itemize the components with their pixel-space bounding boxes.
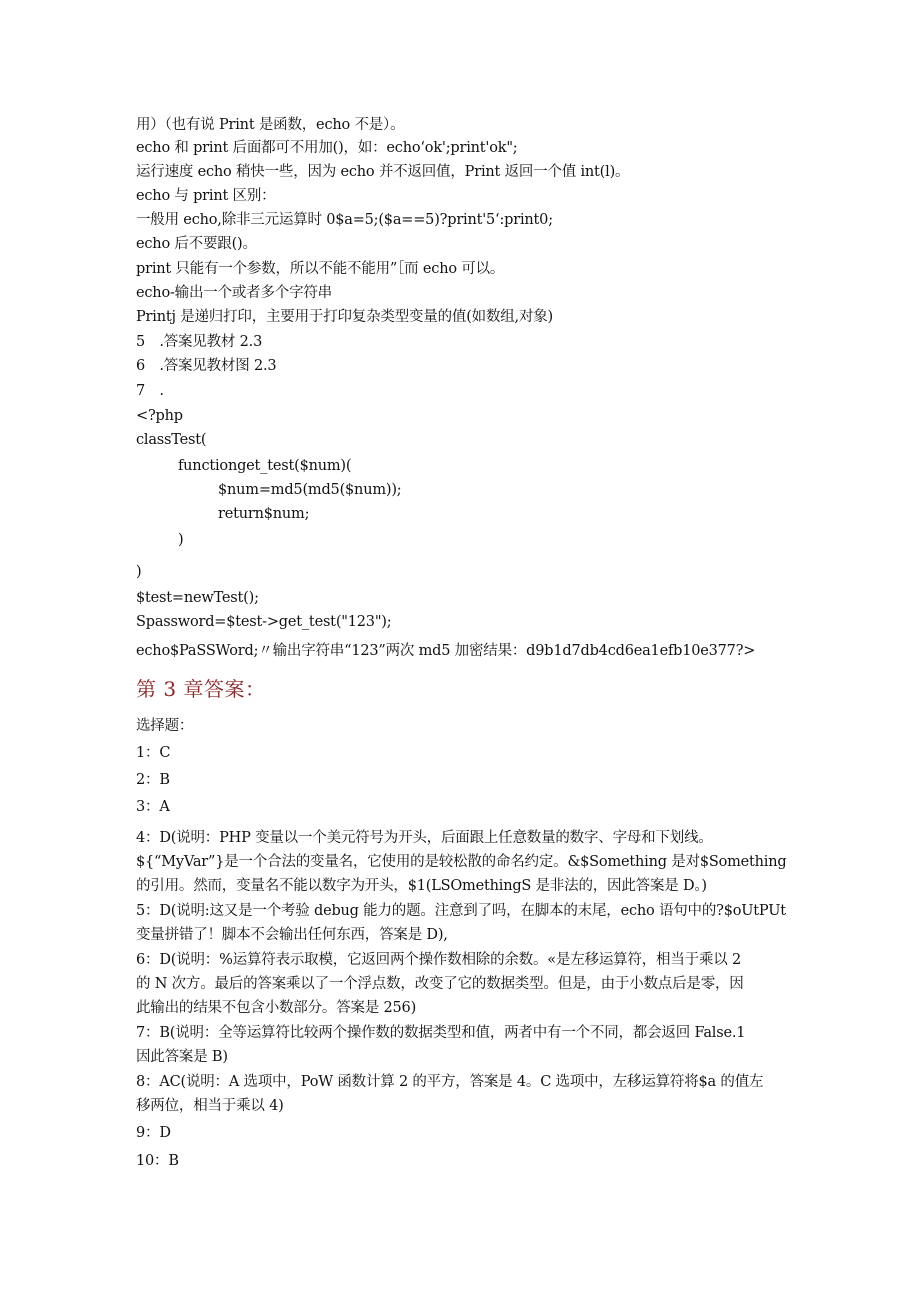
answer-line: 4：D(说明：PHP 变量以一个美元符号为开头，后面跟上任意数量的数字、字母和下划线。 (136, 830, 713, 846)
code-line: echo$PaSSWord;〃输出字符串“123”两次 md5 加密结果：d9b1d7db4cd6ea1efb10e377?> (136, 643, 756, 659)
answer-line: 1：C (136, 745, 171, 761)
text-line: echo 与 print 区别： (136, 188, 276, 204)
answer-line: 9：D (136, 1125, 171, 1141)
answer-line: 7：B(说明：全等运算符比较两个操作数的数据类型和值，两者中有一个不同，都会返回 False.1 (136, 1025, 746, 1041)
code-line: return$num; (218, 506, 310, 522)
code-line: functionget_test($num)( (178, 458, 352, 474)
answer-line: 变量拼错了！脚本不会输出任何东西，答案是 D), (136, 927, 448, 943)
text-line: 6 .答案见教材图 2.3 (136, 358, 277, 374)
text-line: 一般用 echo,除非三元运算时 0$a=5;($a==5)?print'5‘:print0; (136, 212, 553, 228)
code-line: <?php (136, 408, 183, 424)
text-line: print 只能有一个参数，所以不能不能用”［而 echo 可以。 (136, 261, 505, 277)
text-line: Printj 是递归打印，主要用于打印复杂类型变量的值(如数组,对象) (136, 309, 554, 325)
code-line: classTest( (136, 432, 207, 448)
code-line: ) (136, 564, 142, 580)
answer-line: 3：A (136, 799, 170, 815)
text-line: echo 和 print 后面都可不用加()，如：echo‘ok';print'ok"; (136, 140, 518, 156)
text-line: echo-输出一个或者多个字符串 (136, 285, 332, 301)
code-line: $test=newTest(); (136, 590, 259, 606)
answer-line: ${“MyVar”}是一个合法的变量名，它使用的是较松散的命名约定。&$Something 是对$Something (136, 854, 787, 870)
answer-line: 6：D(说明：%运算符表示取模，它返回两个操作数相除的余数。«是左移运算符，相当于乘以 2 (136, 952, 741, 968)
text-line: 用）（也有说 Print 是函数，echo 不是）。 (136, 117, 405, 133)
text-line: echo 后不要跟()。 (136, 236, 257, 252)
answer-line: 因此答案是 B) (136, 1049, 228, 1065)
text-line: 5 .答案见教材 2.3 (136, 334, 263, 350)
answer-line: 移两位，相当于乘以 4) (136, 1098, 284, 1114)
answer-line: 的 N 次方。最后的答案乘以了一个浮点数，改变了它的数据类型。但是，由于小数点后是零，因 (136, 976, 744, 992)
chapter-heading: 第 3 章答案： (136, 677, 266, 701)
answer-line: 的引用。然而，变量名不能以数字为开头，$1(LSOmethingS 是非法的，因此答案是 D。) (136, 878, 707, 894)
text-line: 7 . (136, 383, 164, 399)
code-line: Spassword=$test->get_test("123"); (136, 614, 392, 630)
answer-line: 此输出的结果不包含小数部分。答案是 256) (136, 1000, 417, 1016)
text-line: 运行速度 echo 稍快一些，因为 echo 并不返回值，Print 返回一个值 int(l)。 (136, 164, 630, 180)
text-line: 选择题： (136, 718, 194, 734)
answer-line: 5：D(说明:这又是一个考验 debug 能力的题。注意到了吗，在脚本的末尾，echo 语句中的?$oUtPUt (136, 903, 786, 919)
answer-line: 10：B (136, 1153, 179, 1169)
code-line: $num=md5(md5($num)); (218, 482, 402, 498)
answer-line: 2：B (136, 772, 170, 788)
code-line: ) (178, 532, 184, 548)
answer-line: 8：AC(说明：A 选项中，PoW 函数计算 2 的平方，答案是 4。C 选项中，左移运算符将$a 的值左 (136, 1074, 764, 1090)
